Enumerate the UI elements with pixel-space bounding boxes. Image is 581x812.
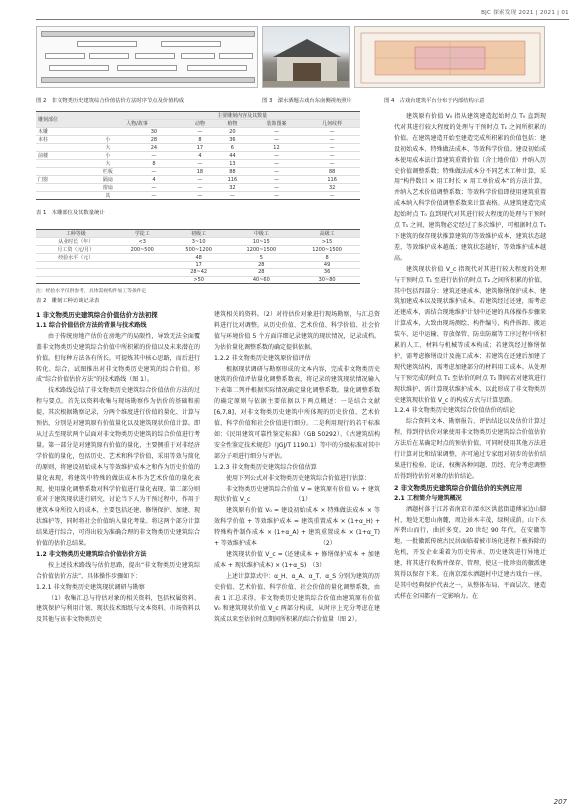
table-1-header-cell: 动物	[184, 120, 216, 128]
table-cell: —	[216, 192, 248, 200]
table-cell: —	[249, 160, 305, 168]
table-cell	[92, 128, 124, 136]
table-row	[36, 128, 360, 136]
table-row	[36, 176, 360, 184]
paragraph: 建筑现状价值 V_c 指现代对其进行较大程度的处理与干预时点 T₁ 至进行估价的时点 T₂ 之间所积累的价值，其中包括四部分：建筑还建成本、建筑修缮保护成本、建筑加建成本以及现状维护成本。若建筑经过还建，需考虑还建成本，需结合现地维护计划中还建的具体操作步骤来计算成本，大致由现场测绘、构件编号、构件拆卸、搬运装车、运中运输、存放保管、防虫防腐等工序过程中所积累的人工、材料与机械等成本构成；若建筑经过修缮保护，需考虑修缮设计及施工成本；若建筑在还建后加建了现代建筑结构，需考虑加建部分的材料用工成本。从处理与干预完成的时点 T₁ 至估价的时点 T₂ 期间若对建筑进行现状维护，需计算现状维护成本，以此形成了非文物类历史建筑现状价值 V_c 的构成方式与计算思路。	[394, 265, 546, 404]
table-cell	[116, 269, 169, 276]
table-1-header-cell: 人物/故事	[124, 120, 184, 128]
table-cell: 116	[216, 176, 248, 184]
table-2-header-cell: 学徒工	[116, 230, 169, 238]
table-1-header-cell: 几何纹样	[304, 120, 360, 128]
table-cell: 17	[169, 262, 229, 269]
figure-4-caption: 图 4 古戏台建筑平台分布于内部结构示意	[384, 98, 485, 104]
table-cell: —	[124, 152, 184, 160]
table-cell: 6	[216, 144, 248, 152]
table-cell	[36, 276, 116, 283]
table-cell: 28	[228, 262, 294, 269]
table-cell	[36, 262, 116, 269]
table-row	[36, 192, 360, 200]
equation-2: 建筑原有价值 V₀ = 建设初始成本 × 特殊做法成本 × 等效科学价值 + 等效维护成本 = 建筑重置成本 × (1+α_H) + 特殊构件制作成本 × (1+α_A) + 建筑重置成本 × (1+α_T) + 等效维护成本 （2）	[214, 507, 380, 548]
table-cell: 12	[249, 144, 305, 152]
paragraph: 洒题村落于江苏省南京市溧水区洪蓝街道傅家边山脚村，地处无想山南麓，周边景木丰茂，绿树成荫。山下水库碧山而行，曲折多变。20 世纪 90 年代，在安徽等地，一批徽派传统古民居面临着被市场化进程下被拆除的危机，开发企业秉着为历史传承、历史建筑进行异地迁建，将其进行收购并保存、管理，使这一批珍贵的徽派建筑得以保存下来。在南京溧水洒题村中迁建古戏台一座，是其中经典保护代表之一，从整体布局、平面层次、建造式样在全国都有一定影响力。在	[394, 505, 546, 600]
table-1-caption: 表 1 木雕部位及其数量统计	[36, 210, 105, 216]
table-cell: 隔扇	[92, 176, 124, 184]
text-column-3	[394, 112, 546, 800]
table-cell: 88	[216, 168, 248, 176]
table-1-header-cell: 植物	[216, 120, 248, 128]
table-cell: —	[249, 176, 305, 184]
table-cell: 40~60	[228, 276, 294, 283]
table-2	[36, 229, 360, 284]
subsubsection-heading: 1.2.4 非文物类历史建筑综合价值估价的结论	[394, 407, 516, 415]
table-cell: 36	[294, 269, 360, 276]
table-2-header-cell: 高级工	[294, 230, 360, 238]
table-cell: 其	[92, 192, 124, 200]
subsection-heading: 2.1 工程简介与建筑概况	[394, 494, 462, 502]
paragraph: 按上述技术路线与估价思路，提出“非文物类历史建筑综合价值估价方法”，具体操作步骤如下：	[36, 561, 200, 580]
table-cell: —	[184, 176, 216, 184]
table-cell: >50	[169, 276, 229, 283]
table-cell: —	[304, 160, 360, 168]
paragraph: 根据现状调研与勘察形成的文本内容，完成非文物类历史建筑的价值评估量化调整系数表，将记录的建筑现状情况输入下表第二列并根据实际情况确定量化调整系数。量化调整系数的确定原则与依据主要依据以下两点概述：一是结合文献 [6,7,8]，对非文物类历史建筑中所体现的历史价值、艺术价值、科学价值和社会价值进行细分。二是利用现行的若干标准如：《民用建筑可靠性鉴定标准》（GB 50292）、《古建筑结构安全性鉴定技术规范》（JGJ/T 1190.1）等中的分级标准对其中部分子项进行细分与评估。	[214, 365, 380, 460]
table-cell: 28	[228, 269, 294, 276]
table-cell: —	[249, 152, 305, 160]
table-cell: >15	[294, 238, 360, 246]
figure-3-photo	[262, 26, 350, 88]
paragraph: 建筑原有价值 V₀ 指从建筑建造起始时点 T₀ 直到现代对其进行较大程度的处理与干预时点 T₁ 之间所积累的价值。在建筑建造开始至建造完成所积累的价值包括：建设初始成本、特殊做法成本、等效科学价值。建设初始成本使用成本法计算建筑重置价值（含土地价值）并纳入历史价值调整系数；特殊做法成本分不同艺术工种计算，采用“构件数目 × 用工时长 × 用工单价成本”的方法计算，并纳入艺术价值调整系数；等效科学价值即使用建筑重置成本纳入科学价值调整系数来计算表格。从建筑建造完成起始时点 T₀ 直到现代对其进行较大程度的处理与干预时点 T₁ 之间，建筑物必定经过了多次维护，可根据时点 T₁ 下建筑的保存现状推算建筑的等效维护成本，建筑状态越差，等效维护成本越低；建筑状态越好，等效维护成本越高。	[394, 113, 546, 262]
table-cell: 窗扇	[92, 184, 124, 192]
table-cell: 小	[92, 152, 124, 160]
table-cell: 1200~1500	[294, 246, 360, 254]
table-row	[36, 152, 360, 160]
table-cell: 49	[294, 262, 360, 269]
table-cell: —	[184, 128, 216, 136]
table-cell: 30~80	[294, 276, 360, 283]
table-cell: 28~42	[169, 269, 229, 276]
table-row	[36, 136, 360, 144]
table-row	[36, 246, 360, 254]
subsubsection-heading: 1.2.3 非文物类历史建筑综合价值估算	[214, 463, 317, 471]
table-cell: —	[304, 136, 360, 144]
table-cell: —	[304, 152, 360, 160]
table-cell: 经验水平（元）	[36, 254, 116, 262]
table-cell	[36, 192, 92, 200]
table-cell: —	[184, 192, 216, 200]
table-cell: 13	[216, 160, 248, 168]
figure-3-caption: 图 3 溧水洒题古戏台东南侧视角照片	[262, 98, 352, 104]
table-cell: —	[249, 168, 305, 176]
figure-2-flowchart	[36, 26, 258, 88]
table-cell: 32	[216, 184, 248, 192]
table-row	[36, 262, 360, 269]
paragraph: 综合资料文本、勘察报告、评估结论以及估价计算过程，得到待估价对象使用非文物类历史建筑综合价值估价方法后在某确定时点的预估价值，可同时使用其他方法进行计算对比和结果调整，亦可通过专家组对初步的估价结果进行检验、论证，权衡各种问题、历经、充分考虑调整后得到待估价对象的估价结论。	[394, 418, 546, 480]
table-cell: 30	[124, 128, 184, 136]
table-cell: 28	[124, 136, 184, 144]
table-2-header-cell: 工种等级	[36, 230, 116, 238]
table-cell	[116, 276, 169, 283]
table-2-header-cell: 中级工	[228, 230, 294, 238]
table-2-header-cell: 初级工	[169, 230, 229, 238]
table-cell	[36, 168, 92, 176]
equation-3: 建筑现状价值 V_c = (还建成本 + 修缮保护成本 + 加建成本 + 现状维护成本) × (1+α_S) （3）	[214, 550, 380, 569]
table-cell	[36, 269, 116, 276]
table-cell: —	[304, 128, 360, 136]
table-2-caption: 表 2 雕刻工种访谈记录表	[36, 298, 100, 304]
table-1-header-cell: 装饰图案	[249, 120, 305, 128]
table-cell: 小	[92, 136, 124, 144]
table-cell: 5	[228, 254, 294, 262]
table-cell: 木雕	[36, 128, 92, 136]
table-cell: —	[249, 184, 305, 192]
table-cell: —	[304, 192, 360, 200]
table-cell: —	[249, 128, 305, 136]
table-cell: —	[184, 160, 216, 168]
table-cell: 4	[184, 152, 216, 160]
subsection-heading: 1.1 综合价值估价方法的背景与技术路线	[36, 321, 147, 329]
table-1	[36, 111, 360, 200]
text-column-1	[36, 310, 200, 798]
table-cell: 32	[304, 184, 360, 192]
subsubsection-heading: 1.2.1 非文物类历史建筑现状调研与勘察	[36, 583, 145, 591]
table-cell	[36, 144, 92, 152]
table-cell: —	[124, 168, 184, 176]
paragraph: 使用下列公式对非文物类历史建筑综合价值进行估算：	[226, 474, 371, 482]
table-cell: 36	[216, 136, 248, 144]
table-cell: 4	[124, 176, 184, 184]
text-column-2	[214, 310, 380, 798]
table-row	[36, 168, 360, 176]
header-rule	[36, 19, 569, 20]
table-cell: —	[249, 192, 305, 200]
table-cell: 10~15	[228, 238, 294, 246]
table-row	[36, 144, 360, 152]
table-cell: 24	[124, 144, 184, 152]
table-cell: 116	[304, 176, 360, 184]
equation-1: 非文物类历史建筑综合价值 V = 建筑原有价值 V₀ + 建筑现状价值 V_c （1）	[214, 485, 380, 504]
table-cell: 8	[124, 160, 184, 168]
table-row	[36, 160, 360, 168]
table-row	[36, 254, 360, 262]
table-cell: 门窗	[36, 176, 92, 184]
table-row	[36, 238, 360, 246]
table-row	[36, 276, 360, 283]
subsection-heading: 1.2 非文物类历史建筑综合价值估价方法	[36, 550, 147, 558]
paragraph: 技术路线总结了非文物类历史建筑综合价值估价方法的过程与要点。首先以资料收集与现场勘察作为估价的基础和前提，其次根据勘察记录，分两个维度进行价值的量化、计算与预估，分别是对建筑原有价值量化以及建筑现状价值计算。即从过去至现状两个层面对非文物类历史建筑的综合价值进行考量。第一部分是对建筑原有价值的量化，主要侧重于对非经济学价值的量化，包括历史、艺术和科学价值，采用等效与简化的原则，将建设初始成本与等效维护成本之和作为历史价值的量化表现，将建筑中特殊的做法成本作为艺术价值的量化表现，使用量化调整系数对科学价值进行量化表现。第二部分则重对于建筑现状进行研究，讨论当下人为干预过程中，作用于建筑本身所投入的成本，主要包括还建、修缮保护、加建、现状维护等，同时将社会价值纳入量化考量。将这两个部分计算结果进行综合，可得出较为准确合理的非文物类历史建筑综合价值的估价总结果。	[36, 387, 200, 548]
table-2-note: 注：经验水平仅供参考，具体需视构件加工等条件定	[36, 289, 147, 294]
table-cell: 88	[304, 168, 360, 176]
opera-stage-building-image	[263, 27, 350, 88]
table-cell: 大	[92, 144, 124, 152]
figure-2-caption: 图 2 非文物类历史建筑综合价值估价方法时序节点及价值构成	[36, 98, 185, 104]
table-cell: 44	[216, 152, 248, 160]
table-1-header-group: 主要雕刻内容及其数量	[124, 112, 360, 120]
page-number: 207	[553, 798, 567, 806]
table-cell: —	[124, 184, 184, 192]
table-cell	[116, 254, 169, 262]
table-cell: 本柱	[36, 136, 92, 144]
table-1-header-cell	[92, 112, 124, 128]
table-1-header-cell: 雕刻部位	[36, 112, 92, 128]
table-cell: 20	[216, 128, 248, 136]
section-heading: 1 非文物类历史建筑综合价值估价方法初探	[36, 311, 158, 319]
table-cell: 8	[184, 136, 216, 144]
table-cell: 前楼	[36, 152, 92, 160]
table-cell: 18	[184, 168, 216, 176]
table-cell: 从业时长（年）	[36, 238, 116, 246]
table-cell	[36, 160, 92, 168]
table-cell: 500~1200	[169, 246, 229, 254]
table-cell	[116, 262, 169, 269]
table-cell: <3	[116, 238, 169, 246]
table-row	[36, 184, 360, 192]
table-cell: 48	[169, 254, 229, 262]
structure-section-image	[355, 27, 545, 88]
paragraph: 上述计算算式中：α_H、α_A、α_T、α_S 分别为建筑的历史价值、艺术价值、科学价值、社会价值的量化调整系数，由表 1 汇总求得。非文物类历史建筑综合价值由建筑原有价值 V₀ 和建筑现状价值 V_c 两部分构成，从时序上充分考虑在建筑成以来至估价时点期间所积累的综合价值量（图 2）。	[214, 572, 380, 624]
table-cell: 200~500	[116, 246, 169, 254]
section-heading: 2 非文物类历史建筑综合价值估价的实例应用	[394, 483, 523, 492]
table-cell: 栏板	[92, 168, 124, 176]
figure-4-section-diagram	[354, 26, 545, 88]
table-cell: 8	[294, 254, 360, 262]
table-cell: —	[184, 184, 216, 192]
table-cell: —	[304, 144, 360, 152]
running-header: BJC 探索发现 2021 | 2021 | 01	[481, 10, 569, 16]
table-cell	[36, 184, 92, 192]
paragraph: （1）收集汇总与待估对象的相关资料，包括权属资料、建筑保护与利用计划、现状技术图纸与文本资料、市场资料以及其他与该非文物类历史	[36, 594, 200, 624]
table-cell: 1200~1500	[228, 246, 294, 254]
table-cell: —	[249, 136, 305, 144]
table-row	[36, 269, 360, 276]
subsubsection-heading: 1.2.2 非文物类历史建筑原价值评估	[214, 354, 311, 362]
table-cell: 17	[184, 144, 216, 152]
table-cell: 月工资（元/月）	[36, 246, 116, 254]
table-cell: 3~10	[169, 238, 229, 246]
paragraph: 由于传统房地产估价在房地产的局限性，导致无法全面覆盖非文物类历史建筑综合价值中所积累的价值以及未来潜在的价值。但每种方法各有所长。可提炼其中核心思路，而后进行转化、综合，试图推出对非文物类历史建筑的综合价值。形成“综合价值估价方法”的技术路线（图 1）。	[36, 332, 200, 384]
table-cell: 大	[92, 160, 124, 168]
table-cell: —	[124, 192, 184, 200]
paragraph: 建筑相关的资料。（2）对待估价对象进行现场勘察，与汇总资料进行比对调整。从历史价值、艺术价值、科学价值、社会价值与环境价值 5 个方面详细记录建筑的现状情况，记录成档。为估价量化调整系数的确定提供依据。	[214, 311, 380, 351]
